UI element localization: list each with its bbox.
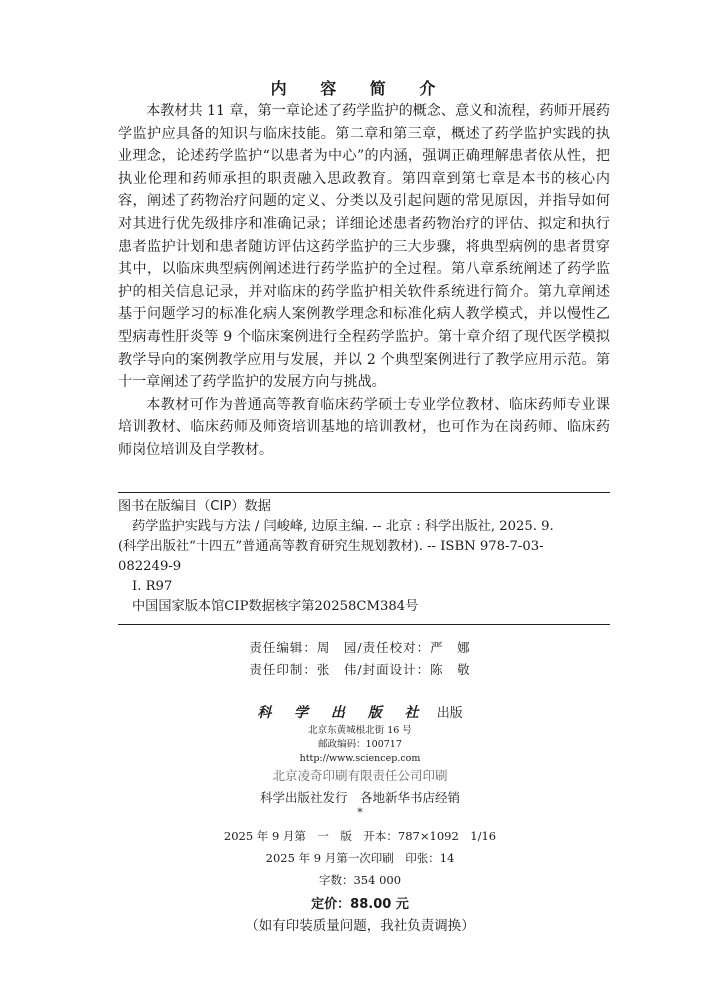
publisher-address: 北京东黄城根北街 16 号	[308, 725, 412, 736]
separator-star: *	[357, 806, 363, 819]
edition-line: 2025 年 9 月第 一 版 开本：787×1092 1/16	[223, 829, 497, 843]
intro-paragraph-1: 本教材共 11 章，第一章论述了药学监护的概念、意义和流程，药师开展药学监护应具备的知识与临床技能。第二章和第三章，概述了药学监护实践的执业理念，论述药学监护“以患者为中心”的内涵，强调正确理解患者依从性，把执业伦理和药师承担的职责融入思政教育。第四章到第七章是本书的核心内容，阐述了药物治疗问题的定义、分类以及引起问题的常见原因，并指导如何对其进行优先级排序和准确记录；详细论述患者药物治疗的评估、拟定和执行患者监护计划和患者随访评估这药学监护的三大步骤，将典型病例的患者贯穿其中，以临床典型病例阐述进行药学监护的全过程。第八章系统阐述了药学监护的相关信息记录，并对临床的药学监护相关软件系统进行简介。第九章阐述基于问题学习的标准化病人案例教学理念和标准化病人教学模式，并以慢性乙型病毒性肝炎等 9 个临床案例进行全程药学监护。第十章介绍了现代医学模拟教学导向的案例教学应用与发展，并以 2 个典型案例进行了教学应用示范。第十一章阐述了药学监护的发展方向与挑战。	[118, 103, 610, 391]
publisher-line	[0, 702, 720, 722]
cip-record-line: 药学监护实践与方法 / 闫峻峰, 边原主编. -- 北京 : 科学出版社, 2025. 9.	[132, 519, 554, 534]
publisher-suffix: 出版	[436, 706, 463, 721]
distribution-line: 科学出版社发行 各地新华书店经销	[259, 790, 460, 805]
cip-bottom-divider	[118, 624, 610, 625]
page-title: 内 容 简 介	[270, 79, 450, 98]
cip-classification: Ⅰ. R97	[132, 579, 173, 594]
price: 定价：88.00 元	[311, 897, 409, 912]
publisher-postcode: 邮政编码：100717	[318, 739, 402, 750]
printer-line: 北京凌奇印刷有限责任公司印刷	[272, 768, 448, 783]
word-count: 字数：354 000	[318, 873, 402, 887]
quality-notice: （如有印装质量问题，我社负责调换）	[245, 918, 475, 934]
intro-section	[118, 100, 610, 462]
cip-number: 中国国家版本馆CIP数据核字第20258CM384号	[132, 599, 419, 614]
cip-record-line: 082249-9	[118, 559, 182, 574]
cip-top-divider	[118, 492, 610, 493]
printing-line: 2025 年 9 月第一次印刷 印张：14	[265, 851, 455, 865]
production-credits: 责任印制：张 伟/封面设计：陈 敬	[249, 662, 471, 677]
intro-paragraph-2: 本教材可作为普通高等教育临床药学硕士专业学位教材、临床药师专业课培训教材、临床药师及师资培训基地的培训教材，也可作为在岗药师、临床药师岗位培训及自学教材。	[118, 396, 610, 458]
publisher-website: http://www.sciencep.com	[299, 753, 421, 764]
editor-credits: 责任编辑：周 园/责任校对：严 娜	[249, 640, 471, 655]
cip-block	[118, 497, 610, 617]
cip-heading: 图书在版编目（CIP）数据	[118, 499, 271, 514]
cip-record-line: (科学出版社“十四五”普通高等教育研究生规划教材). -- ISBN 978-7-03-	[118, 539, 544, 554]
publisher-logo: 科 学 出 版 社	[257, 705, 428, 721]
